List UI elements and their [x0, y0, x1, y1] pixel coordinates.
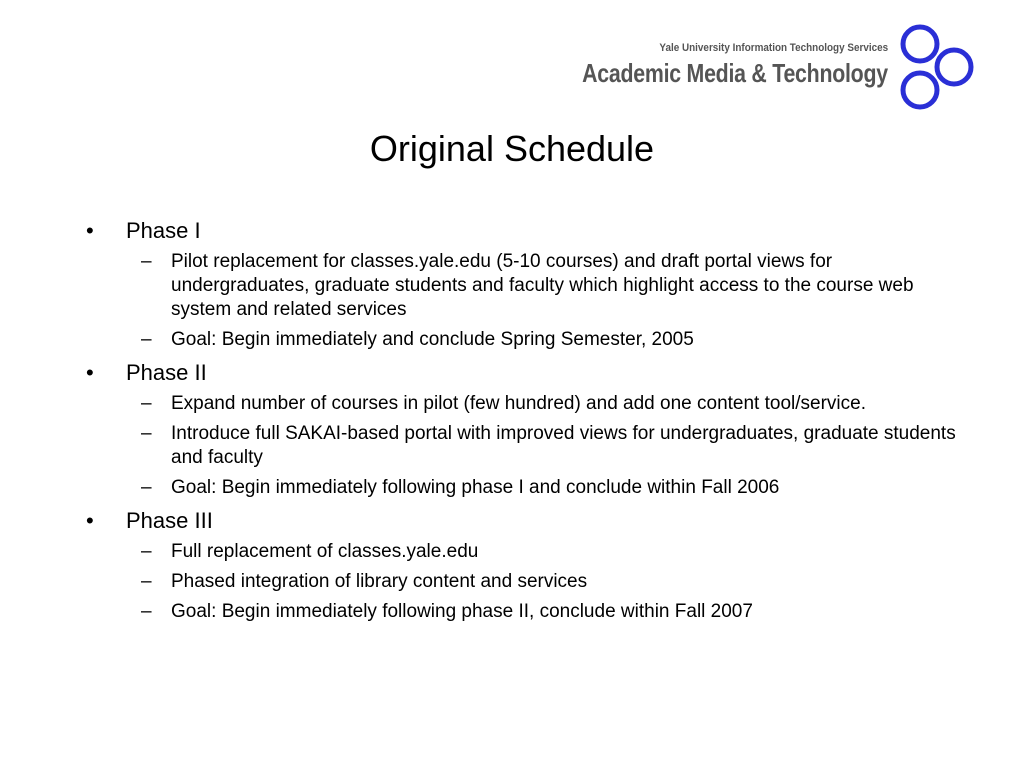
ring-right-icon	[937, 50, 971, 84]
dash-icon: –	[141, 329, 152, 350]
phase-details	[86, 392, 956, 500]
detail-item	[86, 540, 956, 564]
detail-text: Pilot replacement for classes.yale.edu (5-10 courses) and draft portal views for undergraduates, graduate students and faculty which highlight access to the course web system and related services	[171, 251, 914, 320]
dash-icon: –	[141, 601, 152, 622]
detail-text: Goal: Begin immediately and conclude Spring Semester, 2005	[171, 329, 694, 350]
detail-text: Introduce full SAKAI-based portal with improved views for undergraduates, graduate students and faculty	[171, 423, 956, 468]
detail-item	[86, 570, 956, 594]
logo-subtitle: Yale University Information Technology Services	[659, 42, 888, 54]
amt-logo	[550, 22, 980, 114]
bullet-icon: •	[86, 508, 94, 533]
phase-details	[86, 250, 956, 352]
schedule-outline	[86, 216, 956, 630]
detail-text: Phased integration of library content and services	[171, 571, 588, 592]
phase-label: Phase III	[126, 508, 213, 533]
ring-top-icon	[903, 27, 937, 61]
dash-icon: –	[141, 477, 152, 498]
dash-icon: –	[141, 393, 152, 414]
bullet-icon: •	[86, 218, 94, 243]
dash-icon: –	[141, 423, 152, 444]
logo-title: Academic Media & Technology	[582, 58, 888, 88]
ring-bottom-icon	[903, 73, 937, 107]
phase-item	[86, 358, 956, 388]
three-rings-logo-icon	[898, 22, 980, 112]
detail-text: Goal: Begin immediately following phase II, conclude within Fall 2007	[171, 601, 753, 622]
dash-icon: –	[141, 571, 152, 592]
detail-item	[86, 600, 956, 624]
phase-label: Phase II	[126, 360, 207, 385]
detail-item	[86, 328, 956, 352]
detail-item	[86, 250, 956, 322]
detail-item	[86, 392, 956, 416]
bullet-icon: •	[86, 360, 94, 385]
detail-item	[86, 476, 956, 500]
phase-label: Phase I	[126, 218, 201, 243]
phase-item	[86, 506, 956, 536]
phase-item	[86, 216, 956, 246]
detail-text: Goal: Begin immediately following phase I and conclude within Fall 2006	[171, 477, 780, 498]
dash-icon: –	[141, 251, 152, 272]
phase-details	[86, 540, 956, 624]
dash-icon: –	[141, 541, 152, 562]
detail-text: Expand number of courses in pilot (few hundred) and add one content tool/service.	[171, 393, 866, 414]
detail-text: Full replacement of classes.yale.edu	[171, 541, 479, 562]
detail-item	[86, 422, 956, 470]
slide-title: Original Schedule	[369, 128, 655, 169]
